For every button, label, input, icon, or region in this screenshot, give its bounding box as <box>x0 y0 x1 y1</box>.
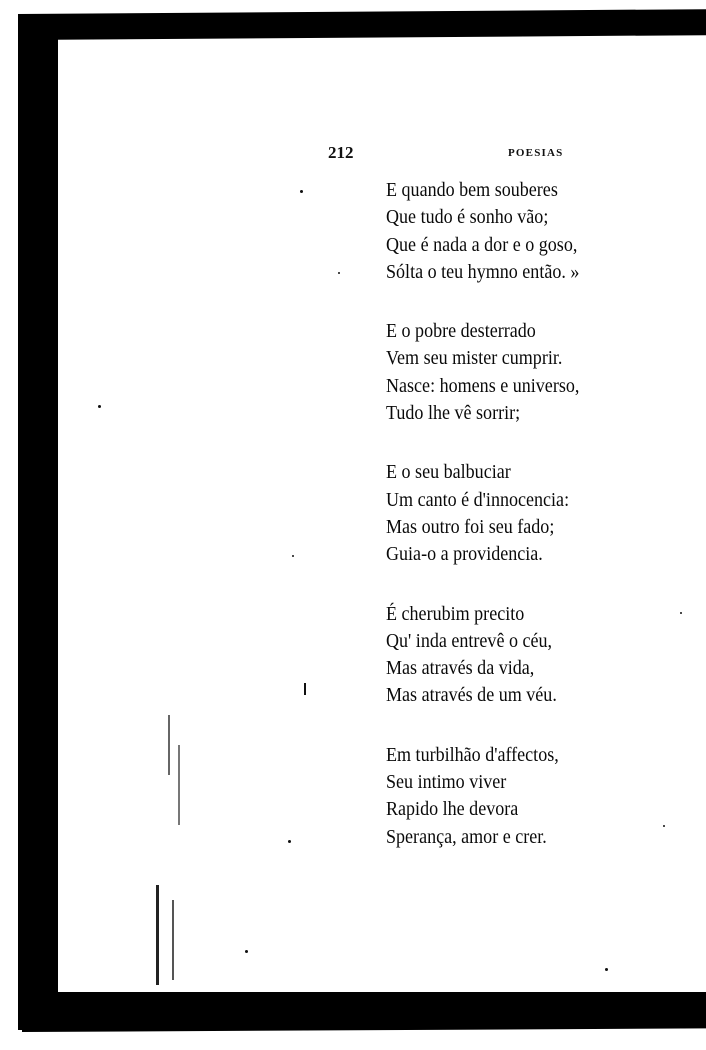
stanza <box>386 459 686 568</box>
verse-line: Guia-o a providencia. <box>386 543 543 566</box>
verse-line: Vem seu mister cumprir. <box>386 347 563 370</box>
verse-line: Tudo lhe vê sorrir; <box>386 402 521 425</box>
running-title: POESIAS <box>508 147 564 159</box>
scan-speck <box>98 405 101 408</box>
scan-speck <box>288 840 291 843</box>
verse-line: Nasce: homens e universo, <box>386 374 580 397</box>
verse-line: É cherubim precito <box>386 602 525 625</box>
verse-line: Sólta o teu hymno então. » <box>386 260 580 283</box>
verse-line: Mas através da vida, <box>386 657 535 680</box>
verse-line: Sperança, amor e crer. <box>386 825 547 848</box>
gutter-ink-mark <box>172 900 174 980</box>
verse-line: Que é nada a dor e o goso, <box>386 233 578 256</box>
scan-speck <box>605 968 608 971</box>
page-number: 212 <box>328 143 354 162</box>
running-head <box>328 143 578 163</box>
scan-speck <box>292 555 294 557</box>
stanza <box>386 742 686 851</box>
scan-speck <box>245 950 248 953</box>
verse-line: E quando bem souberes <box>386 179 558 201</box>
verse-line: Rapido lhe devora <box>386 798 519 821</box>
scan-speck <box>338 272 340 274</box>
gutter-ink-mark <box>156 885 159 985</box>
stanza <box>386 601 686 710</box>
poem-body <box>386 177 686 883</box>
verse-line: Um canto é d'innocencia: <box>386 488 570 511</box>
scan-border-left <box>18 14 58 1030</box>
stanza <box>386 318 686 427</box>
stanza <box>386 177 686 286</box>
verse-line: E o seu balbuciar <box>386 461 511 484</box>
scan-speck <box>300 190 303 193</box>
scan-border-bottom <box>22 986 706 1032</box>
verse-line: E o pobre desterrado <box>386 320 536 343</box>
gutter-ink-mark <box>168 715 170 775</box>
verse-line: Mas através de um véu. <box>386 684 557 707</box>
scan-speck <box>304 683 306 695</box>
verse-line: Qu' inda entrevê o céu, <box>386 629 553 652</box>
gutter-ink-mark <box>178 745 180 825</box>
verse-line: Que tudo é sonho vão; <box>386 206 549 229</box>
verse-line: Mas outro foi seu fado; <box>386 515 555 538</box>
verse-line: Seu intimo viver <box>386 771 507 794</box>
scan-border-top <box>18 9 706 40</box>
verse-line: Em turbilhão d'affectos, <box>386 743 559 766</box>
